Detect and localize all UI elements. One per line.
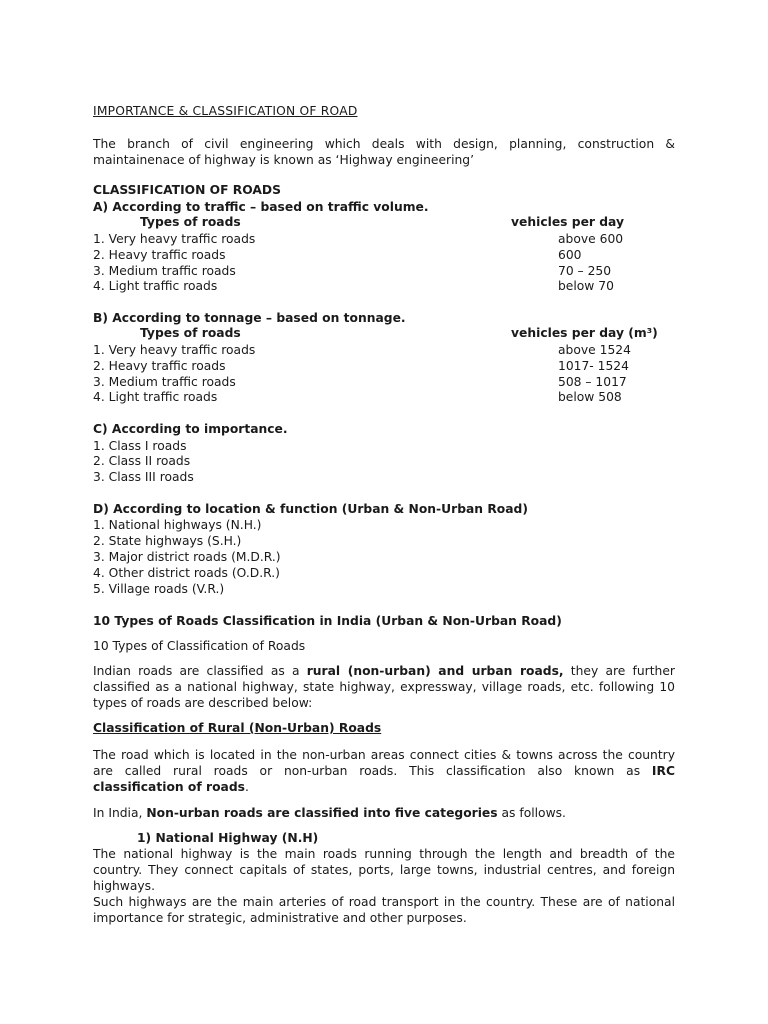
section-a-row-label: 4. Light traffic roads: [93, 279, 218, 293]
section-a-row-value: above 600: [558, 232, 624, 246]
section-c-heading: C) According to importance.: [93, 422, 288, 436]
section-b-row-value: below 508: [558, 390, 622, 404]
rural-roads-heading: Classification of Rural (Non-Urban) Roads: [93, 721, 382, 735]
section-b-row-label: 3. Medium traffic roads: [93, 375, 236, 389]
national-highway-heading: 1) National Highway (N.H): [137, 831, 319, 845]
section-b-col-type: Types of roads: [140, 326, 241, 340]
section-b-row-value: 508 – 1017: [558, 375, 627, 389]
indian-roads-paragraph: Indian roads are classified as a rural (non-urban) and urban roads, they are further classified as a national highway, state highway, expressway, village roads, etc. following 10 types of roads are described below:: [93, 664, 675, 710]
section-a-heading: A) According to traffic – based on traffic volume.: [93, 200, 429, 214]
section-a-col-value: vehicles per day: [511, 215, 624, 229]
section-b-row-label: 2. Heavy traffic roads: [93, 359, 226, 373]
ten-types-heading: 10 Types of Roads Classification in India (Urban & Non-Urban Road): [93, 614, 562, 628]
section-d-heading: D) According to location & function (Urban & Non-Urban Road): [93, 502, 528, 516]
section-a-row-value: 600: [558, 248, 582, 262]
non-urban-categories-line: In India, Non-urban roads are classified into five categories as follows.: [93, 806, 566, 820]
section-c-item: 1. Class I roads: [93, 439, 187, 453]
section-d-item: 4. Other district roads (O.D.R.): [93, 566, 280, 580]
intro-paragraph: The branch of civil engineering which deals with design, planning, construction & maintainenace of highway is known as ‘Highway engineering’: [93, 137, 675, 167]
section-d-item: 5. Village roads (V.R.): [93, 582, 225, 596]
section-c-item: 2. Class II roads: [93, 454, 191, 468]
section-b-row-value: 1017- 1524: [558, 359, 629, 373]
section-a-col-type: Types of roads: [140, 215, 241, 229]
ten-types-subheading: 10 Types of Classification of Roads: [93, 639, 306, 653]
section-a-row-label: 3. Medium traffic roads: [93, 264, 236, 278]
classification-heading: CLASSIFICATION OF ROADS: [93, 183, 281, 197]
section-b-heading: B) According to tonnage – based on tonnage.: [93, 311, 406, 325]
document-title: IMPORTANCE & CLASSIFICATION OF ROAD: [93, 104, 358, 118]
section-a-row-label: 2. Heavy traffic roads: [93, 248, 226, 262]
section-a-row-label: 1. Very heavy traffic roads: [93, 232, 256, 246]
rural-roads-paragraph: The road which is located in the non-urban areas connect cities & towns across the country are called rural roads or non-urban roads. This classification also known as IRC classification of roads.: [93, 748, 675, 794]
section-a-row-value: below 70: [558, 279, 614, 293]
national-highway-paragraph-2: Such highways are the main arteries of road transport in the country. These are of national importance for strategic, administrative and other purposes.: [93, 895, 675, 925]
section-b-col-value: vehicles per day (m³): [511, 326, 658, 340]
section-b-row-label: 4. Light traffic roads: [93, 390, 218, 404]
section-d-item: 3. Major district roads (M.D.R.): [93, 550, 281, 564]
section-c-item: 3. Class III roads: [93, 470, 194, 484]
section-b-row-value: above 1524: [558, 343, 631, 357]
section-d-item: 2. State highways (S.H.): [93, 534, 242, 548]
section-d-item: 1. National highways (N.H.): [93, 518, 262, 532]
section-a-row-value: 70 – 250: [558, 264, 612, 278]
national-highway-paragraph-1: The national highway is the main roads running through the length and breadth of the country. They connect capitals of states, ports, large towns, industrial centres, and foreign highways.: [93, 847, 675, 893]
section-b-row-label: 1. Very heavy traffic roads: [93, 343, 256, 357]
